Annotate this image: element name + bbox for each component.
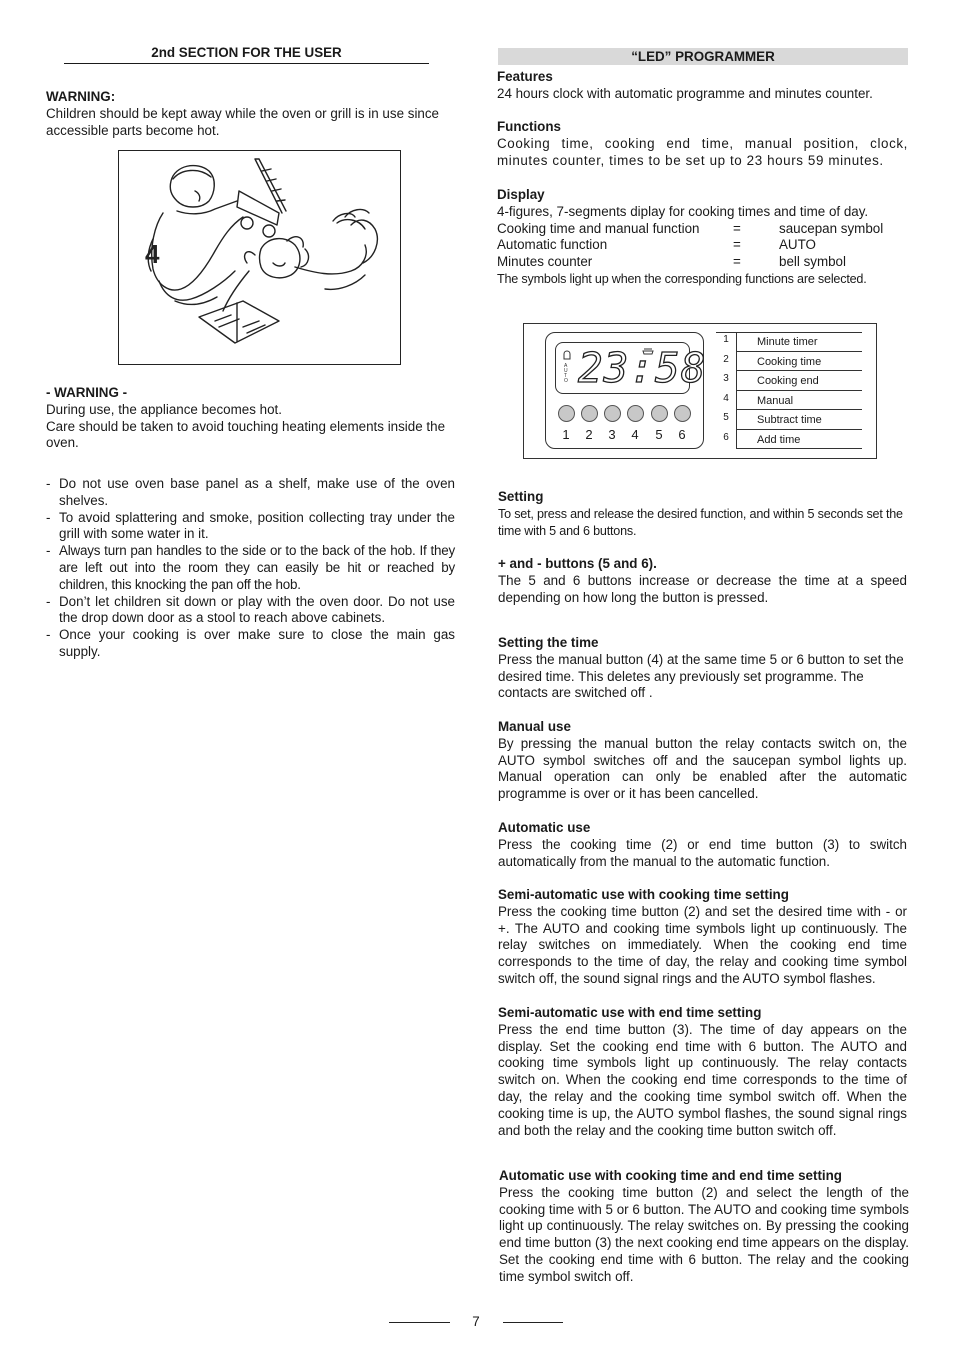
- button-number: 1: [562, 427, 570, 442]
- legend-row: [716, 430, 862, 450]
- list-item: - Do not use oven base panel as a shelf, make use of the oven shelves.: [46, 476, 455, 510]
- legend-label: Subtract time: [757, 414, 822, 426]
- setting-text: To set, press and release the desired function, and within 5 seconds set the time with 5 and 6 buttons.: [498, 506, 903, 538]
- features-text: 24 hours clock with automatic programme and minutes counter.: [497, 85, 873, 101]
- manual-button[interactable]: [627, 405, 644, 422]
- legend-row: [716, 410, 862, 430]
- semi1-block: [498, 887, 907, 988]
- table-row: [497, 221, 883, 238]
- safety-list: [46, 476, 455, 661]
- legend-row: [716, 352, 862, 372]
- legend-label: Minute timer: [757, 336, 818, 348]
- semi1-heading: Semi-automatic use with cooking time setting: [498, 887, 789, 902]
- cooking-end-button[interactable]: [604, 405, 621, 422]
- section-title: 2nd SECTION FOR THE USER: [64, 45, 429, 64]
- autoboth-text: Press the cooking time button (2) and select the length of the cooking time with 5 or 6 button. The AUTO and cooking time symbols light up continuously. The relay switches on. By pressing the cooking end time button (3) the next cooking end time appears on the display. Set the cooking end time with 6 button. The relay and the cooking time symbol switch off.: [499, 1184, 909, 1284]
- warning-text: Children should be kept away while the oven or grill is in use since accessible parts become hot.: [46, 105, 440, 138]
- table-row: [497, 254, 883, 271]
- svg-text:4: 4: [145, 239, 160, 269]
- legend-number: 6: [716, 430, 737, 449]
- manual-text: By pressing the manual button the relay contacts switch on, the AUTO symbol switches off and the saucepan symbol lights up. Manual operation can only be enabled after the automatic programme is over or it has been cancelled.: [498, 735, 907, 802]
- legend-number: 3: [716, 371, 737, 390]
- semi2-block: [498, 1005, 907, 1139]
- auto-text: Press the cooking time (2) or end time button (3) to switch automatically from the manual to the automatic function.: [498, 836, 907, 869]
- manual-heading: Manual use: [498, 719, 571, 734]
- programmer-title: “LED” PROGRAMMER: [498, 48, 908, 65]
- svg-text:T: T: [564, 373, 568, 379]
- legend-row: [716, 391, 862, 411]
- settime-heading: Setting the time: [498, 635, 599, 650]
- table-row: [497, 237, 883, 254]
- auto-heading: Automatic use: [498, 820, 591, 835]
- legend-number: 1: [716, 332, 737, 351]
- setting-heading: Setting: [498, 489, 544, 504]
- button-legend: [716, 332, 862, 449]
- legend-label: Manual: [757, 394, 794, 407]
- table-cell: Cooking time and manual function: [497, 220, 700, 236]
- table-cell: saucepan symbol: [779, 220, 884, 236]
- svg-text:O: O: [564, 378, 568, 384]
- children-illustration: [118, 150, 401, 365]
- legend-row: [716, 371, 862, 391]
- autoboth-block: [499, 1168, 909, 1286]
- children-playing-image: [119, 151, 400, 364]
- programmer-diagram: [523, 323, 877, 459]
- autoboth-heading: Automatic use with cooking time and end time setting: [499, 1168, 842, 1183]
- display-text: 4-figures, 7-segments diplay for cooking times and time of day.: [497, 203, 869, 219]
- table-cell: =: [733, 254, 741, 270]
- bell-symbol-icon: [564, 351, 570, 359]
- clock-digits: 23:58: [578, 344, 707, 392]
- settime-text: Press the manual button (4) at the same time 5 or 6 button to set the desired time. This deletes any previously set programme. The contacts are switched off .: [498, 651, 904, 701]
- functions-block: [497, 119, 908, 169]
- features-heading: Features: [497, 69, 553, 84]
- page-footer: [389, 1314, 563, 1332]
- table-cell: Minutes counter: [497, 254, 593, 270]
- legend-number: 2: [716, 352, 737, 371]
- legend-number: 4: [716, 391, 737, 410]
- plusminus-text: The 5 and 6 buttons increase or decrease the time at a speed depending on how long the button is pressed.: [498, 572, 907, 605]
- footer-rule-left: [389, 1322, 450, 1323]
- plusminus-heading: + and - buttons (5 and 6).: [498, 556, 657, 571]
- list-item: - Once your cooking is over make sure to close the main gas supply.: [46, 627, 455, 661]
- semi2-heading: Semi-automatic use with end time setting: [498, 1005, 762, 1020]
- warning-block: [46, 89, 456, 139]
- page-number: 7: [472, 1314, 480, 1329]
- footer-rule-right: [503, 1322, 563, 1323]
- features-block: [497, 69, 908, 103]
- table-cell: bell symbol: [779, 254, 846, 270]
- manual-block: [498, 719, 907, 803]
- minute-timer-button[interactable]: [558, 405, 575, 422]
- auto-symbol: A: [564, 363, 568, 369]
- button-number: 4: [631, 427, 639, 442]
- semi2-text: Press the end time button (3). The time of day appears on the display. Set the cooking end time with 6 button. The AUTO and cooking time symbols light up continuously. The relay contacts switch on. When the cooking end time corresponds to the time of day, the relay and the cooking time symbol switch off. When the cooking time is up, the AUTO symbol flashes, the sound signal rings and both the relay and the cooking time button switch off.: [498, 1021, 907, 1138]
- list-item: - Don’t let children sit down or play with the oven door. Do not use the drop down door as a stool to reach above cabinets.: [46, 594, 455, 628]
- add-time-button[interactable]: [674, 405, 691, 422]
- button-number: 2: [585, 427, 593, 442]
- setting-block: [498, 489, 908, 539]
- warning2-heading: - WARNING -: [46, 385, 128, 400]
- legend-number: 5: [716, 410, 737, 429]
- svg-text:U: U: [564, 368, 568, 374]
- warning-heading: WARNING:: [46, 89, 116, 104]
- functions-heading: Functions: [497, 119, 561, 134]
- warning2-block: [46, 385, 456, 452]
- legend-label: Cooking time: [757, 355, 822, 368]
- warning2-line2: Care should be taken to avoid touching heating elements inside the oven.: [46, 418, 446, 451]
- settime-block: [498, 635, 908, 702]
- programmer-display: [555, 342, 707, 394]
- list-item: - To avoid splattering and smoke, position collecting tray under the grill with some water in it.: [46, 510, 455, 544]
- plusminus-block: [498, 556, 907, 606]
- programmer-face: [545, 332, 707, 449]
- button-number: 3: [608, 427, 616, 442]
- functions-text: Cooking time, cooking end time, manual position, clock, minutes counter, times to be set up to 23 hours 59 minutes.: [497, 135, 908, 168]
- semi1-text: Press the cooking time button (2) and set the desired time with - or +. The AUTO and cooking time symbols light up continuously. The relay switches on immediately. When the cooking end time corresponds to the time of day, the relay and cooking time symbol switch off, the sound signal rings and the AUTO symbol flashes.: [498, 903, 907, 986]
- table-cell: =: [733, 220, 741, 236]
- display-symbols-table: [497, 221, 883, 271]
- cooking-time-button[interactable]: [581, 405, 598, 422]
- table-cell: =: [733, 237, 741, 253]
- display-note: The symbols light up when the corresponding functions are selected.: [497, 271, 867, 286]
- warning2-line1: During use, the appliance becomes hot.: [46, 401, 282, 417]
- legend-label: Cooking end: [757, 375, 819, 387]
- display-heading: Display: [497, 187, 545, 202]
- button-number: 5: [655, 427, 663, 442]
- subtract-time-button[interactable]: [651, 405, 668, 422]
- list-item: - Always turn pan handles to the side or to the back of the hob. If they are left out into the room they can easily be hit or reached by children, this knocking the pan off the hob.: [46, 543, 455, 593]
- auto-block: [498, 820, 907, 870]
- display-block: [497, 187, 909, 288]
- button-number: 6: [678, 427, 686, 442]
- legend-row: [716, 332, 862, 352]
- table-cell: AUTO: [779, 237, 816, 253]
- table-cell: Automatic function: [497, 237, 608, 253]
- legend-label: Add time: [757, 433, 801, 446]
